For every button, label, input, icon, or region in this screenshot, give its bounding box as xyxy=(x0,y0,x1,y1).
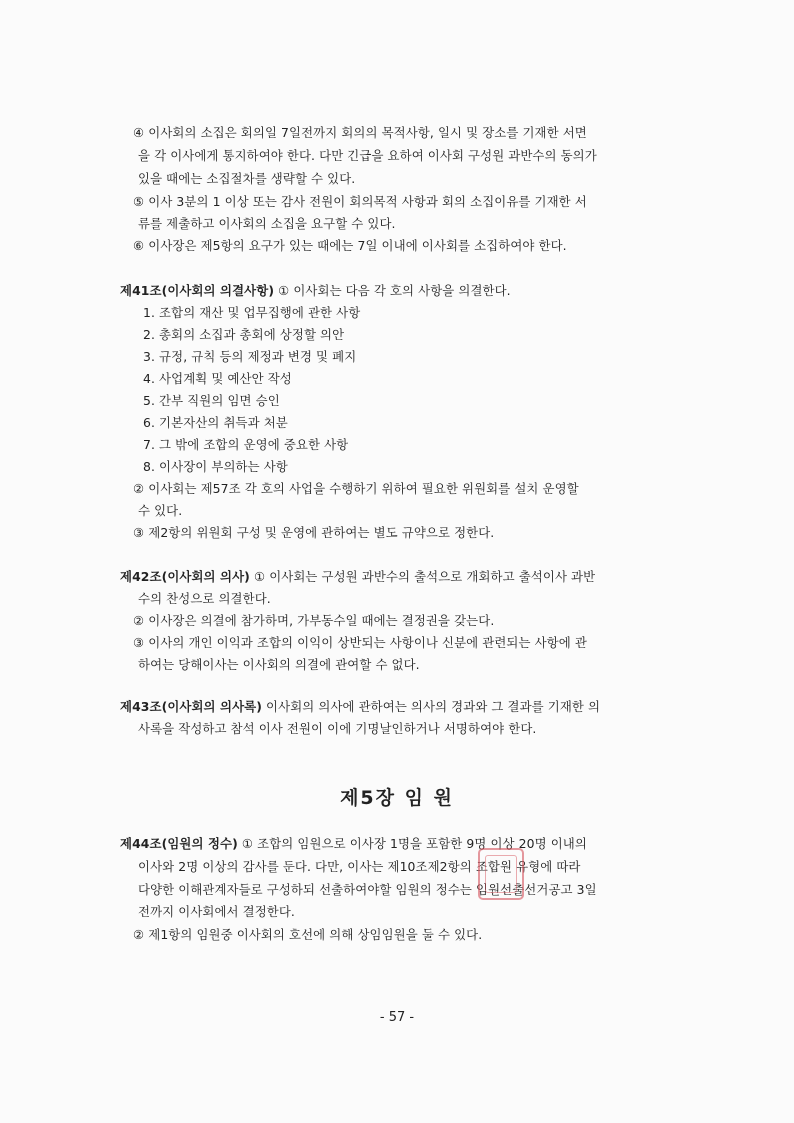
article-heading: 제41조(이사회의 의결사항) xyxy=(120,283,275,298)
article-text: ① 이사회는 다음 각 호의 사항을 의결한다. xyxy=(274,283,511,298)
text-line: 전까지 이사회에서 결정한다. xyxy=(138,904,295,919)
article-43-first-line xyxy=(120,697,600,717)
text-line: 을 각 이사에게 통지하여야 한다. 다만 긴급을 요하여 이사회 구성원 과반수의 동의가 xyxy=(138,148,597,163)
text-line: 류를 제출하고 이사회의 소집을 요구할 수 있다. xyxy=(138,216,396,231)
text-line: 수의 찬성으로 의결한다. xyxy=(138,591,271,606)
text-line: 하여는 당해이사는 이사회의 의결에 관여할 수 없다. xyxy=(138,657,420,672)
list-item: 3. 규정, 규칙 등의 제정과 변경 및 폐지 xyxy=(143,349,357,364)
page-number: - 57 - xyxy=(379,1010,415,1025)
list-item: 8. 이사장이 부의하는 사항 xyxy=(143,459,288,474)
text-line: ③ 제2항의 위원회 구성 및 운영에 관하여는 별도 규약으로 정한다. xyxy=(133,525,495,540)
article-text: ① 이사회는 구성원 과반수의 출석으로 개회하고 출석이사 과반 xyxy=(249,569,596,584)
text-line: 사록을 작성하고 참석 이사 전원이 이에 기명날인하거나 서명하여야 한다. xyxy=(138,721,537,736)
text-line: 수 있다. xyxy=(138,503,183,518)
list-item: 4. 사업계획 및 예산안 작성 xyxy=(143,371,292,386)
article-heading: 제44조(임원의 정수) xyxy=(120,836,238,851)
article-text: ① 조합의 임원으로 이사장 1명을 포함한 9명 이상 20명 이내의 xyxy=(237,836,587,851)
text-line: ③ 이사의 개인 이익과 조합의 이익이 상반되는 사항이나 신분에 관련되는 사항에 관 xyxy=(133,635,587,650)
text-line: ⑤ 이사 3분의 1 이상 또는 감사 전원이 회의목적 사항과 회의 소집이유를 기재한 서 xyxy=(133,194,587,209)
chapter-title: 제5장 임 원 xyxy=(340,787,454,809)
list-item: 6. 기본자산의 취득과 처분 xyxy=(143,415,288,430)
article-text: 이사회의 의사에 관하여는 의사의 경과와 그 결과를 기재한 의 xyxy=(262,699,601,714)
article-41-first-line xyxy=(120,281,511,301)
text-line: ② 이사장은 의결에 참가하며, 가부동수일 때에는 결정권을 갖는다. xyxy=(133,613,495,628)
text-line: 이사와 2명 이상의 감사를 둔다. 다만, 이사는 제10조제2항의 조합원 유형에 따라 xyxy=(138,859,581,874)
text-line: 있을 때에는 소집절차를 생략할 수 있다. xyxy=(138,171,356,186)
text-line: ② 제1항의 임원중 이사회의 호선에 의해 상임임원을 둘 수 있다. xyxy=(133,927,483,942)
article-heading: 제42조(이사회의 의사) xyxy=(120,569,250,584)
list-item: 7. 그 밖에 조합의 운영에 중요한 사항 xyxy=(143,437,349,452)
list-item: 2. 총회의 소집과 총회에 상정할 의안 xyxy=(143,327,345,342)
article-heading: 제43조(이사회의 의사록) xyxy=(120,699,263,714)
list-item: 5. 간부 직원의 임면 승인 xyxy=(143,393,280,408)
text-line: ④ 이사회의 소집은 회의일 7일전까지 회의의 목적사항, 일시 및 장소를 기재한 서면 xyxy=(133,125,587,140)
red-seal-stamp xyxy=(478,848,524,900)
text-line: ⑥ 이사장은 제5항의 요구가 있는 때에는 7일 이내에 이사회를 소집하여야 한다. xyxy=(133,238,567,253)
article-42-first-line xyxy=(120,567,595,587)
text-line: 다양한 이해관계자들로 구성하되 선출하여야할 임원의 정수는 임원선출선거공고 3일 xyxy=(138,882,597,897)
text-line: ② 이사회는 제57조 각 호의 사업을 수행하기 위하여 필요한 위원회를 설치 운영할 xyxy=(133,481,579,496)
list-item: 1. 조합의 재산 및 업무집행에 관한 사항 xyxy=(143,305,361,320)
